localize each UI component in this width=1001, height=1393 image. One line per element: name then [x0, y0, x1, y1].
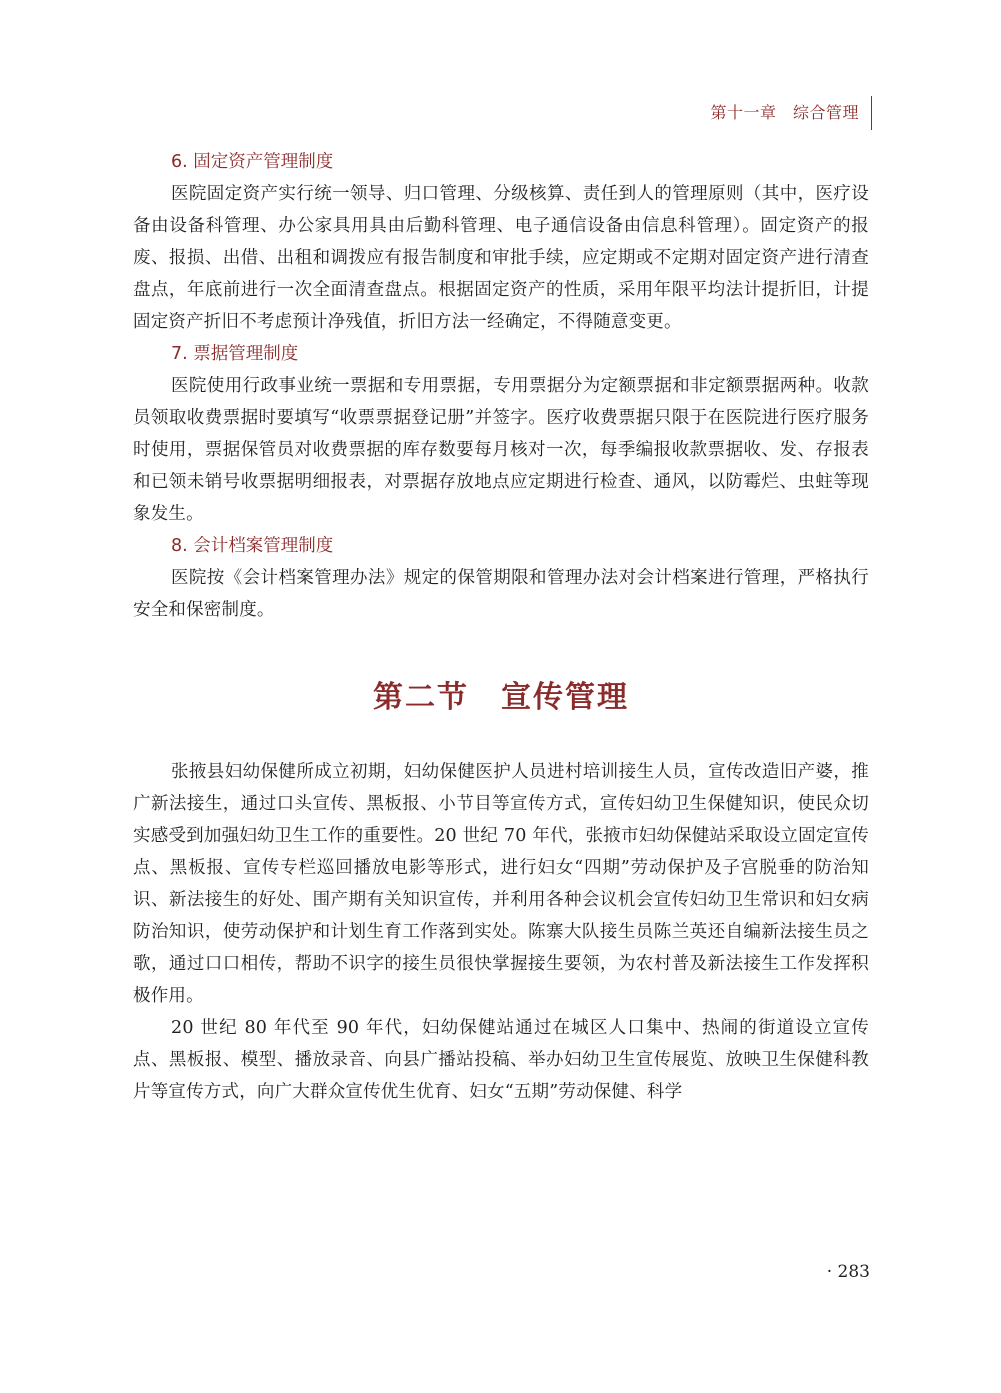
running-header-chapter: 第十一章 综合管理	[710, 103, 859, 122]
subheading-bills: 7. 票据管理制度	[171, 344, 299, 364]
paragraph-publicity-2: 20 世纪 80 年代至 90 年代，妇幼保健站通过在城区人口集中、热闹的街道设立宣传点、黑板报、模型、播放录音、向县广播站投稿、举办妇幼卫生宣传展览、放映卫生保健科教片等宣传方式，向广大群众宣传优生优育、妇女“五期”劳动保健、科学	[133, 1018, 869, 1102]
page-number: · 283	[826, 1262, 870, 1282]
header-divider	[871, 96, 872, 130]
paragraph-fixed-assets: 医院固定资产实行统一领导、归口管理、分级核算、责任到人的管理原则（其中，医疗设备由设备科管理、办公家具用具由后勤科管理、电子通信设备由信息科管理）。固定资产的报废、报损、出借、出租和调拨应有报告制度和审批手续，应定期或不定期对固定资产进行清查盘点，年底前进行一次全面清查盘点。根据固定资产的性质，采用年限平均法计提折旧，计提固定资产折旧不考虑预计净残值，折旧方法一经确定，不得随意变更。	[133, 184, 869, 332]
paragraph-publicity-1: 张掖县妇幼保健所成立初期，妇幼保健医护人员进村培训接生人员，宣传改造旧产婆，推广新法接生，通过口头宣传、黑板报、小节目等宣传方式，宣传妇幼卫生保健知识，使民众切实感受到加强妇幼卫生工作的重要性。20 世纪 70 年代，张掖市妇幼保健站采取设立固定宣传点、黑板报、宣传专栏巡回播放电影等形式，进行妇女“四期”劳动保护及子宫脱垂的防治知识、新法接生的好处、围产期有关知识宣传，并利用各种会议机会宣传妇幼卫生常识和妇女病防治知识，使劳动保护和计划生育工作落到实处。陈寨大队接生员陈兰英还自编新法接生员之歌，通过口口相传，帮助不识字的接生员很快掌握接生要领，为农村普及新法接生工作发挥积极作用。	[133, 762, 869, 1006]
section-title: 第二节 宣传管理	[373, 680, 629, 715]
paragraph-bills: 医院使用行政事业统一票据和专用票据，专用票据分为定额票据和非定额票据两种。收款员领取收费票据时要填写“收票票据登记册”并签字。医疗收费票据只限于在医院进行医疗服务时使用，票据保管员对收费票据的库存数要每月核对一次，每季编报收款票据收、发、存报表和已领未销号收票据明细报表，对票据存放地点应定期进行检查、通风，以防霉烂、虫蛀等现象发生。	[133, 376, 869, 524]
subheading-accounting-archives: 8. 会计档案管理制度	[171, 536, 334, 556]
subheading-fixed-assets: 6. 固定资产管理制度	[171, 152, 334, 172]
paragraph-accounting-archives: 医院按《会计档案管理办法》规定的保管期限和管理办法对会计档案进行管理，严格执行安全和保密制度。	[133, 568, 869, 620]
page-content	[133, 146, 869, 1108]
